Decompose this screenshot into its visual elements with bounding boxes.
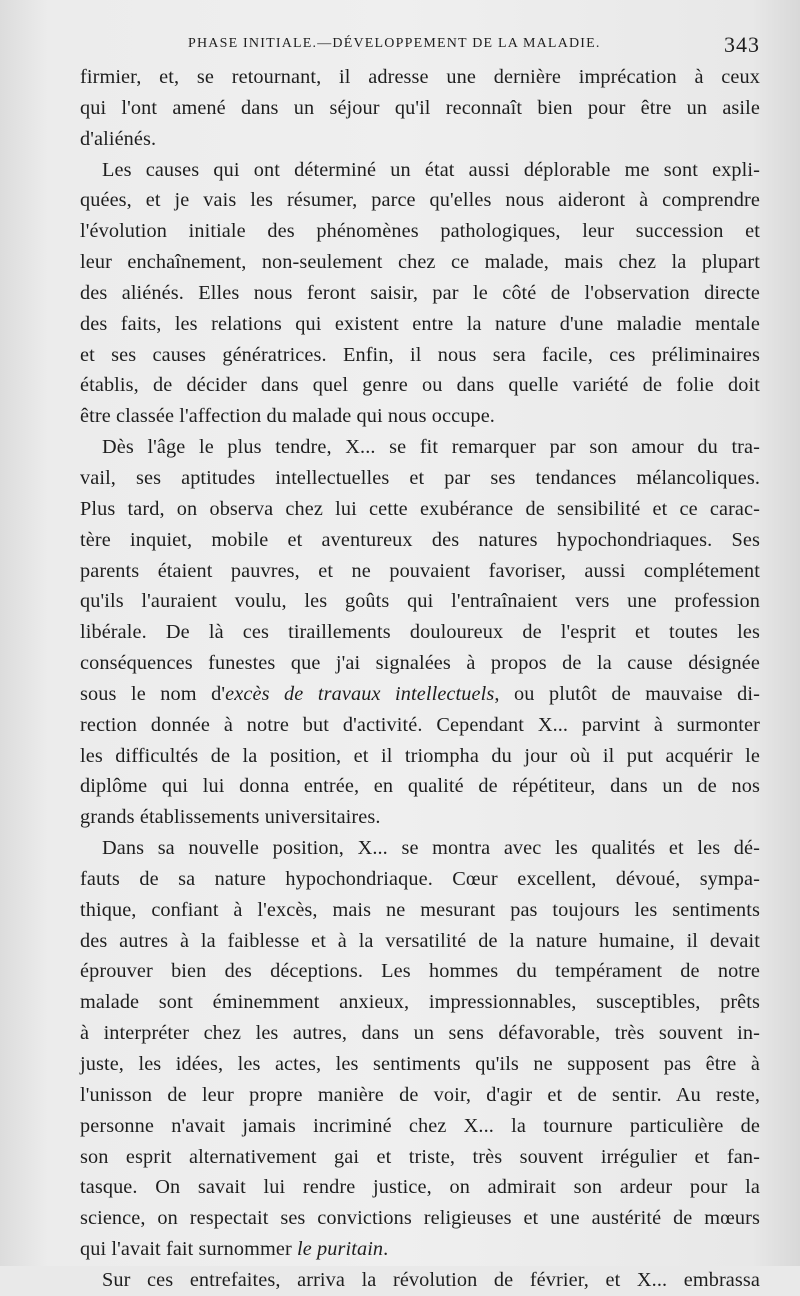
text-line: des faits, les relations qui existent entre la nature d'une maladie mentale <box>80 312 760 335</box>
text-line: être classée l'affection du malade qui nous occupe. <box>80 405 495 428</box>
running-title: PHASE INITIALE.—DÉVELOPPEMENT DE LA MALADIE. <box>188 36 601 51</box>
text-line: qu'ils l'auraient voulu, les goûts qui l'entraînaient vers une profession <box>80 590 760 613</box>
text-line: d'aliénés. <box>80 127 157 150</box>
text-line: Dès l'âge le plus tendre, X... se fit remarquer par son amour du tra- <box>102 436 760 459</box>
text-line: personne n'avait jamais incriminé chez X... la tournure particulière de <box>80 1114 760 1137</box>
text-line: Les causes qui ont déterminé un état aussi déplorable me sont expli- <box>102 158 760 181</box>
text-line: à interpréter chez les autres, dans un sens défavorable, très souvent in- <box>80 1022 760 1045</box>
text-line: quées, et je vais les résumer, parce qu'elles nous aideront à comprendre <box>80 189 760 212</box>
text-line: rection donnée à notre but d'activité. Cependant X... parvint à surmonter <box>80 713 760 736</box>
text-line: l'unisson de leur propre manière de voir, d'agir et de sentir. Au reste, <box>80 1083 760 1106</box>
text-line: vail, ses aptitudes intellectuelles et par ses tendances mélancoliques. <box>80 466 760 489</box>
text-line: des autres à la faiblesse et à la versatilité de la nature humaine, il devait <box>80 929 760 952</box>
text-segment: , ou plutôt de mauvaise di- <box>494 682 760 705</box>
text-line <box>80 1234 760 1265</box>
page-number: 343 <box>724 32 760 57</box>
text-line: éprouver bien des déceptions. Les hommes du tempérament de notre <box>80 960 760 983</box>
italic-phrase: excès de travaux intellectuels <box>225 682 495 705</box>
text-line: qui l'ont amené dans un séjour qu'il reconnaît bien pour être un asile <box>80 96 760 119</box>
text-line: thique, confiant à l'excès, mais ne mesurant pas toujours les sentiments <box>80 898 760 921</box>
text-line: l'évolution initiale des phénomènes pathologiques, leur succession et <box>80 220 760 243</box>
text-line: des aliénés. Elles nous feront saisir, par le côté de l'observation directe <box>80 281 760 304</box>
text-line: Sur ces entrefaites, arriva la révolution de février, et X... embrassa <box>102 1268 760 1291</box>
text-line: les difficultés de la position, et il triompha du jour où il put acquérir le <box>80 744 760 767</box>
text-segment: . <box>383 1238 389 1261</box>
text-line: parents étaient pauvres, et ne pouvaient favoriser, aussi complétement <box>80 559 760 582</box>
text-line: son esprit alternativement gai et triste, très souvent irrégulier et fan- <box>80 1145 760 1168</box>
italic-phrase: le puritain <box>297 1238 384 1261</box>
text-line: et ses causes génératrices. Enfin, il nous sera facile, ces préliminaires <box>80 343 760 366</box>
text-line <box>80 679 760 710</box>
text-line: firmier, et, se retournant, il adresse une dernière imprécation à ceux <box>80 66 760 88</box>
text-line: leur enchaînement, non-seulement chez ce malade, mais chez la plupart <box>80 251 760 274</box>
text-line: Dans sa nouvelle position, X... se montra avec les qualités et les dé- <box>102 837 760 860</box>
body-text <box>80 62 760 1296</box>
text-line: Plus tard, on observa chez lui cette exubérance de sensibilité et ce carac- <box>80 497 760 520</box>
text-line: fauts de sa nature hypochondriaque. Cœur excellent, dévoué, sympa- <box>80 867 760 890</box>
text-line: conséquences funestes que j'ai signalées à propos de la cause désignée <box>80 652 760 675</box>
running-head <box>80 32 760 58</box>
text-line: science, on respectait ses convictions religieuses et une austérité de mœurs <box>80 1207 760 1230</box>
text-line: malade sont éminemment anxieux, impressionnables, susceptibles, prêts <box>80 991 760 1014</box>
text-segment: qui l'avait fait surnommer <box>80 1238 297 1261</box>
text-line: libérale. De là ces tiraillements douloureux de l'esprit et toutes les <box>80 621 760 644</box>
text-line: tasque. On savait lui rendre justice, on admirait son ardeur pour la <box>80 1176 760 1199</box>
text-line: juste, les idées, les actes, les sentiments qu'ils ne supposent pas être à <box>80 1053 760 1075</box>
text-line: grands établissements universitaires. <box>80 806 381 829</box>
text-line: établis, de décider dans quel genre ou dans quelle variété de folie doit <box>80 374 760 397</box>
text-line: diplôme qui lui donna entrée, en qualité de répétiteur, dans un de nos <box>80 775 760 798</box>
text-segment: sous le nom d' <box>80 682 226 705</box>
text-line: tère inquiet, mobile et aventureux des natures hypochondriaques. Ses <box>80 528 760 551</box>
